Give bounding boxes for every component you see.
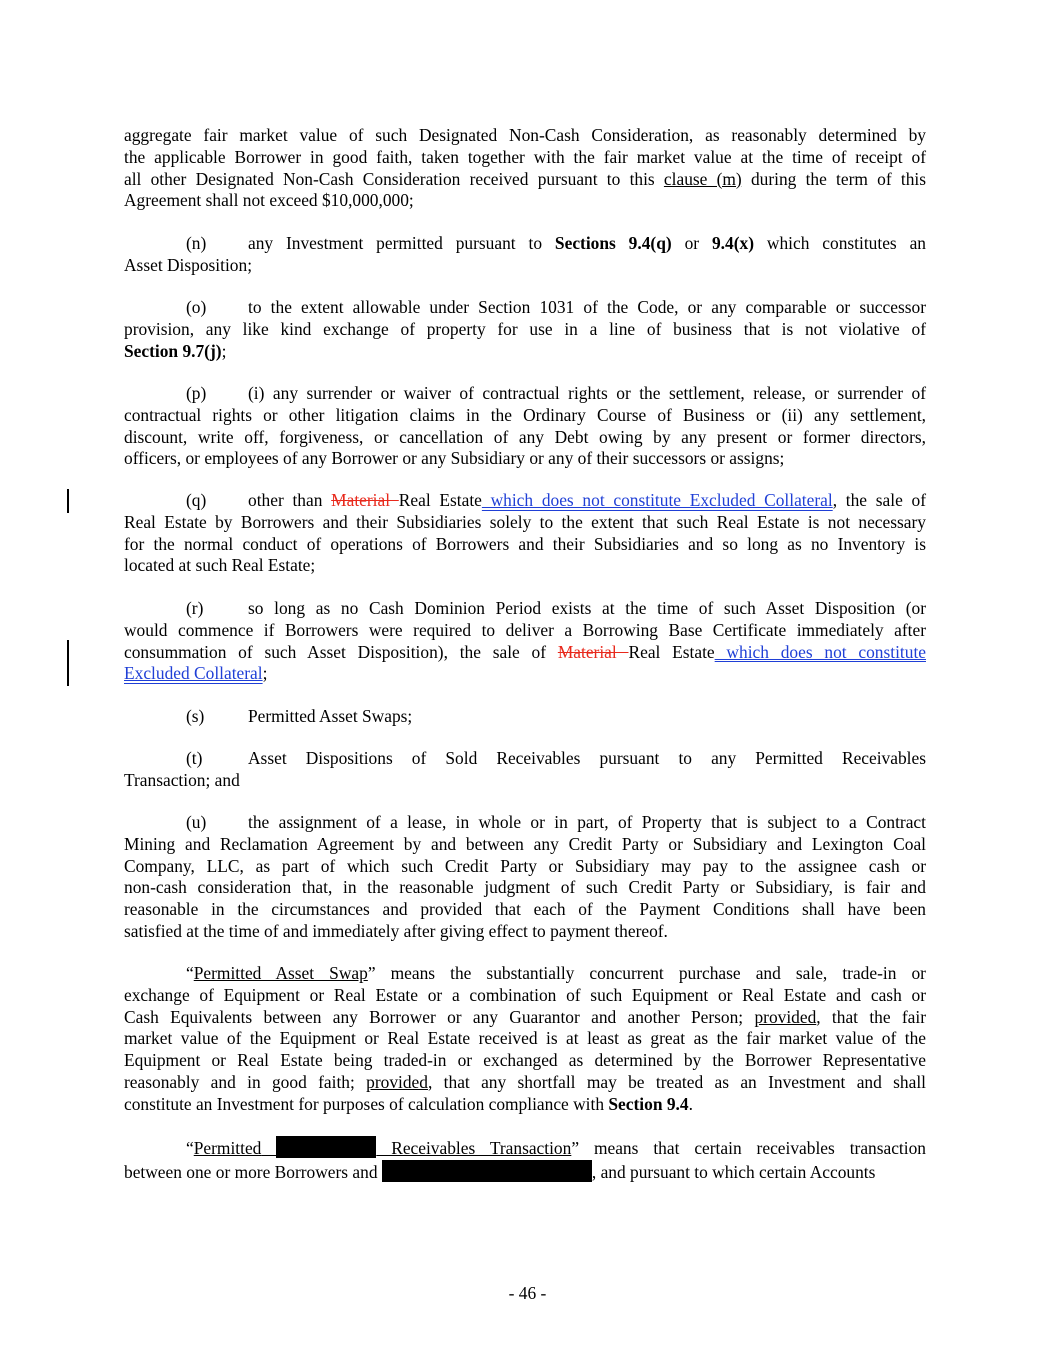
text-line: [124, 1007, 926, 1029]
text-line: [124, 812, 926, 834]
text-line: [124, 233, 926, 255]
text-run: or: [671, 233, 712, 253]
text-line: the applicable Borrower in good faith, taken together with the fair market value at the time of receipt of: [124, 146, 926, 167]
text-run: so long as no Cash Dominion Period exists at the time of such Asset Disposition (or: [248, 598, 926, 618]
text-line: reasonable in the circumstances and provided that each of the Payment Conditions shall have been: [124, 899, 926, 920]
text-line: Company, LLC, as part of which such Credit Party or Subsidiary may pay to the assignee cash or: [124, 855, 926, 876]
text-run: ” means that certain receivables transaction: [571, 1138, 926, 1158]
text-line: [124, 706, 926, 728]
text-line: [124, 748, 926, 770]
clause-label: (u): [186, 812, 207, 832]
clause-label: (o): [186, 297, 207, 317]
text-run: (i) any surrender or waiver of contractual rights or the settlement, release, or surrender of: [248, 383, 926, 403]
defined-term: Receivables Transaction: [376, 1138, 572, 1158]
text-line: Transaction; and: [124, 769, 240, 790]
paragraph-continuation: [124, 125, 926, 212]
deleted-text: Material: [557, 641, 629, 662]
definition-permitted-asset-swap: [124, 963, 926, 1116]
text-line: exchange of Equipment or Real Estate or a combination of such Equipment or Real Estate and cash or: [124, 984, 926, 1005]
text-line: market value of the Equipment or Real Estate received is at least as great as the fair market value of the: [124, 1028, 926, 1049]
text-line: Agreement shall not exceed $10,000,000;: [124, 190, 414, 211]
text-line: aggregate fair market value of such Designated Non-Cash Consideration, as reasonably determined by: [124, 125, 926, 145]
section-reference: Section 9.4: [608, 1093, 689, 1114]
text-run: , that the fair: [816, 1006, 926, 1027]
text-run: ;: [221, 340, 227, 361]
clause-p: [124, 383, 926, 470]
defined-term: Permitted: [193, 1138, 262, 1158]
section-reference: Sections 9.4(q): [554, 233, 672, 253]
text-run: any Investment permitted pursuant to: [248, 233, 555, 253]
text-run: to the extent allowable under Section 1031 of the Code, or any comparable or successor: [248, 297, 926, 317]
inserted-text: which does not constitute: [714, 641, 926, 662]
text-line: Mining and Reclamation Agreement by and between any Credit Party or Subsidiary and Lexington Coal: [124, 833, 926, 854]
text-line: [124, 383, 926, 405]
text-run: “: [186, 963, 194, 983]
section-reference: Section 9.7(j): [124, 340, 222, 361]
clause-s: [124, 706, 926, 728]
redaction-block: [276, 1136, 376, 1158]
text-run: Real Estate: [628, 641, 715, 662]
text-run: , that any shortfall may be treated as an Investment and shall: [427, 1071, 927, 1092]
text-line: for the normal conduct of operations of Borrowers and their Subsidiaries and so long as no Inventory is: [124, 533, 926, 554]
clause-label: (p): [186, 383, 207, 403]
text-line: [124, 663, 926, 685]
text-run: the assignment of a lease, in whole or in part, of Property that is subject to a Contract: [248, 812, 926, 832]
inserted-text: Excluded Collateral: [124, 663, 263, 684]
text-line: contractual rights or other litigation claims in the Ordinary Course of Business or (ii) any settlement,: [124, 404, 926, 425]
text-run: consummation of such Asset Disposition), the sale of: [124, 641, 558, 662]
text-run: ;: [262, 663, 268, 684]
text-line: Equipment or Real Estate being traded-in or exchanged as determined by the Borrower Representative: [124, 1050, 926, 1071]
text-line: non-cash consideration that, in the reasonable judgment of such Credit Party or Subsidiary, is fair and: [124, 877, 926, 898]
clause-t: [124, 748, 926, 792]
text-line: [124, 1094, 926, 1116]
text-run: Asset Dispositions of Sold Receivables pursuant to any Permitted Receivables: [248, 748, 926, 768]
text-line: provision, any like kind exchange of property for use in a line of business that is not violative of: [124, 318, 926, 339]
text-line: [124, 598, 926, 620]
text-line: [124, 1136, 926, 1160]
redaction-block: [382, 1160, 592, 1182]
text-run: Cash Equivalents between any Borrower or any Guarantor and another Person;: [124, 1006, 755, 1027]
clause-reference: clause (m): [663, 168, 742, 189]
text-line: located at such Real Estate;: [124, 555, 316, 576]
text-line: discount, write off, forgiveness, or cancellation of any Debt owing by any present or former directors,: [124, 426, 926, 447]
text-line: [124, 1072, 926, 1094]
text-run: Real Estate: [398, 490, 482, 510]
text-run: , and pursuant to which certain Accounts: [591, 1161, 876, 1182]
text-line: [124, 1160, 930, 1184]
text-line: officers, or employees of any Borrower or any Subsidiary or any of their successors or assigns;: [124, 448, 785, 469]
proviso-term: provided: [366, 1071, 428, 1092]
text-run: , the sale of: [832, 490, 926, 510]
text-line: [124, 169, 926, 191]
clause-q: [124, 490, 926, 577]
change-bar: [67, 640, 69, 686]
text-line: [124, 642, 926, 664]
text-run: during the term of this: [741, 168, 926, 189]
text-run: “: [186, 1138, 194, 1158]
page-number: - 46 -: [508, 1283, 547, 1303]
deleted-text: Material: [331, 490, 399, 510]
text-line: [124, 341, 926, 363]
text-line: Asset Disposition;: [124, 254, 253, 275]
text-run: other than: [248, 490, 332, 510]
clause-label: (n): [186, 233, 207, 253]
inserted-text: which does not constitute Excluded Collateral: [481, 490, 833, 510]
text-run: constitute an Investment for purposes of calculation compliance with: [124, 1093, 609, 1114]
text-run: between one or more Borrowers and: [124, 1161, 378, 1182]
text-line: Real Estate by Borrowers and their Subsidiaries solely to the extent that such Real Estate is not necessary: [124, 511, 926, 532]
text-run: which constitutes an: [754, 233, 926, 253]
text-line: [124, 297, 926, 319]
section-reference: 9.4(x): [711, 233, 754, 253]
text-line: [124, 963, 926, 985]
definition-permitted-receivables-transaction: [124, 1136, 930, 1184]
text-run: .: [688, 1093, 693, 1114]
text-run: all other Designated Non-Cash Consideration received pursuant to this: [124, 168, 664, 189]
clause-n: [124, 233, 926, 277]
text-line: satisfied at the time of and immediately after giving effect to payment thereof.: [124, 920, 668, 941]
change-bar: [67, 489, 69, 513]
clause-o: [124, 297, 926, 362]
text-line: [124, 490, 926, 512]
proviso-term: provided: [754, 1006, 817, 1027]
clause-label: (t): [186, 748, 203, 768]
clause-label: (s): [186, 706, 205, 726]
redaction-underline: [261, 1138, 276, 1158]
text-run: reasonably and in good faith;: [124, 1071, 367, 1092]
text-run: ” means the substantially concurrent purchase and sale, trade-in or: [367, 963, 926, 983]
clause-r: [124, 598, 926, 685]
text-run: Permitted Asset Swaps;: [248, 706, 413, 726]
text-line: would commence if Borrowers were required to deliver a Borrowing Base Certificate immediately after: [124, 619, 926, 640]
clause-label: (q): [186, 490, 207, 510]
clause-u: [124, 812, 926, 943]
defined-term: Permitted Asset Swap: [193, 963, 368, 983]
clause-label: (r): [186, 598, 204, 618]
